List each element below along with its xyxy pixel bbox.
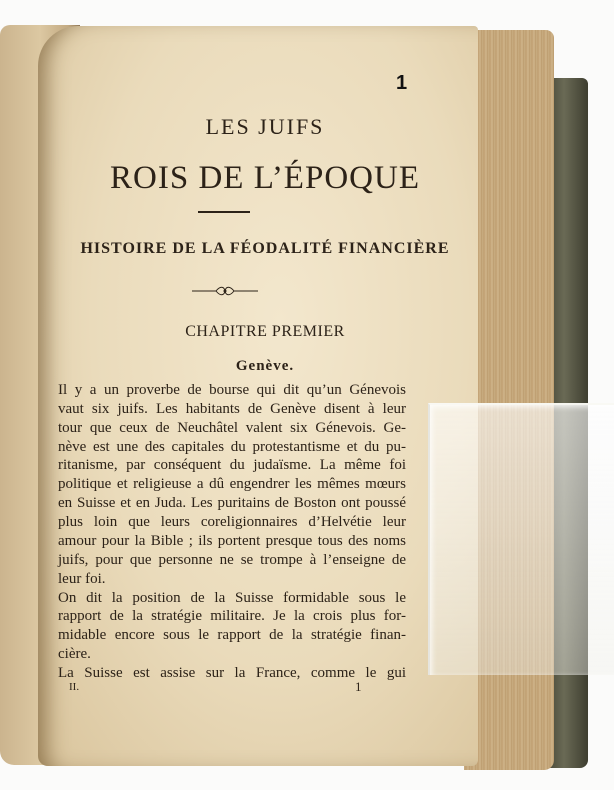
signature-mark: II. (69, 681, 80, 693)
body-line: Il y a un proverbe de bourse qui dit qu’un Génevois (58, 382, 406, 398)
body-line: midable encore sous le rapport de la stratégie finan- (58, 627, 406, 644)
body-line: tour que ceux de Neuchâtel valent six Génevois. Ge- (58, 419, 406, 436)
section-heading: Genève. (235, 358, 295, 374)
chapter-heading: CHAPITRE PREMIER (185, 323, 345, 340)
body-line: rapport de la stratégie militaire. Je la crois plus for- (58, 608, 406, 625)
body-line: leur foi. (58, 570, 106, 587)
signature-number: 1 (355, 679, 362, 694)
body-line: vaut six juifs. Les habitants de Genève disent à leur (58, 400, 406, 417)
body-line: ritanisme, par conséquent du judaïsme. La même foi (58, 457, 406, 474)
body-line: nève est une des capitales du protestantisme et du pu- (58, 438, 406, 455)
body-line: On dit la position de la Suisse formidable sous le (58, 589, 406, 606)
acrylic-book-stand (428, 403, 614, 675)
body-line: politique et religieuse a dû engendrer les mêmes mœurs (58, 476, 406, 493)
title-line-1: LES JUIFS (205, 114, 325, 139)
title-line-2: ROIS DE L’ÉPOQUE (110, 160, 420, 196)
body-line: juifs, pour que personne ne se trompe à l’enseigne de (58, 551, 406, 568)
subtitle: HISTOIRE DE LA FÉODALITÉ FINANCIÈRE (80, 240, 450, 257)
ornament-divider-icon (190, 285, 260, 297)
title-rule (198, 211, 250, 213)
body-line: La Suisse est assise sur la France, comme le gui (58, 665, 406, 681)
body-line: plus loin que leurs coreligionnaires d’Helvétie leur (58, 514, 406, 531)
body-line: cière. (58, 646, 91, 663)
handwritten-page-number: 1 (396, 72, 408, 94)
body-line: amour pour la Bible ; ils portent presque tous des noms (58, 532, 406, 549)
body-line: en Suisse et en Juda. Les puritains de Boston ont poussé (58, 495, 406, 512)
